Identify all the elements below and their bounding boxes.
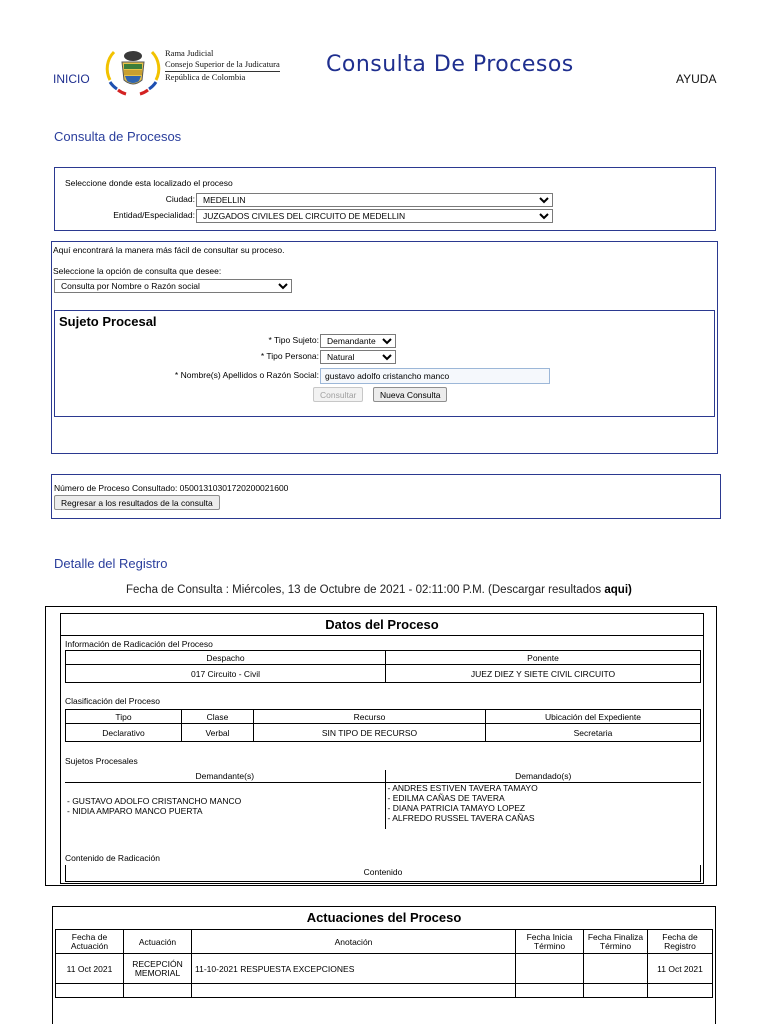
clasificacion-table <box>65 709 701 742</box>
ubicacion-header: Ubicación del Expediente <box>486 710 701 724</box>
fecha-consulta-label: Fecha de Consulta : Miércoles, 13 de Octubre de 2021 - 02:11:00 P.M. (Descargar resultados <box>126 584 605 596</box>
query-intro: Aquí encontrará la manera más fácil de consultar su proceso. <box>53 245 285 255</box>
entidad-select[interactable] <box>196 209 553 223</box>
actuaciones-panel <box>52 906 716 1024</box>
demandante-item: - NIDIA AMPARO MANCO PUERTA <box>67 805 203 816</box>
row-empty <box>584 984 648 998</box>
row-empty <box>192 984 516 998</box>
rama-judicial-logo <box>104 40 162 98</box>
regresar-button[interactable]: Regresar a los resultados de la consulta <box>54 495 220 510</box>
app-title: Consulta De Procesos <box>326 52 574 77</box>
page-title: Consulta de Procesos <box>54 129 182 144</box>
ciudad-select[interactable] <box>196 193 553 207</box>
datos-heading-rule <box>61 635 703 636</box>
sujeto-procesal-box <box>54 310 715 417</box>
row-fecha-inicia <box>516 954 584 984</box>
query-box <box>51 241 718 454</box>
query-option-select[interactable] <box>54 279 292 293</box>
contenido-header: Contenido <box>65 865 701 882</box>
despacho-header: Despacho <box>66 651 386 665</box>
tipo-sujeto-label: * Tipo Sujeto: <box>268 335 319 345</box>
clase-header: Clase <box>182 710 254 724</box>
datos-proceso-panel <box>45 606 717 886</box>
row-fecha-registro: 11 Oct 2021 <box>648 954 713 984</box>
col-fecha-inicia: Fecha Inicia Término <box>516 930 584 954</box>
datos-inner-frame <box>60 613 704 884</box>
entidad-label: Entidad/Especialidad: <box>113 210 195 220</box>
ponente-header: Ponente <box>386 651 701 665</box>
contenido-label: Contenido de Radicación <box>65 853 160 863</box>
logo-text <box>165 48 280 83</box>
row-fecha-finaliza <box>584 954 648 984</box>
tipo-persona-label: * Tipo Persona: <box>260 351 319 361</box>
demandado-item: - ANDRES ESTIVEN TAVERA TAMAYO <box>387 783 538 793</box>
proceso-consultado-box <box>51 474 721 519</box>
col-actuacion: Actuación <box>124 930 192 954</box>
tipo-value: Declarativo <box>66 724 182 742</box>
row-actuacion: RECEPCIÓN MEMORIAL <box>124 954 192 984</box>
sujetos-table <box>65 770 701 829</box>
nombre-label: * Nombre(s) Apellidos o Razón Social: <box>174 370 319 380</box>
logo-line-1: Rama Judicial <box>165 48 214 58</box>
col-anotacion: Anotación <box>192 930 516 954</box>
nueva-consulta-button[interactable]: Nueva Consulta <box>373 387 447 402</box>
row-empty <box>648 984 713 998</box>
nav-ayuda-link[interactable]: AYUDA <box>676 72 717 86</box>
demandado-item: - DIANA PATRICIA TAMAYO LOPEZ <box>387 803 526 813</box>
demandado-item: - EDILMA CAÑAS DE TAVERA <box>387 793 505 803</box>
row-empty <box>56 984 124 998</box>
row-empty <box>124 984 192 998</box>
ponente-value: JUEZ DIEZ Y SIETE CIVIL CIRCUITO <box>386 665 701 683</box>
sujeto-title: Sujeto Procesal <box>59 314 157 329</box>
ciudad-label: Ciudad: <box>165 194 195 204</box>
nombre-input[interactable] <box>320 368 550 384</box>
col-fecha-finaliza: Fecha Finaliza Término <box>584 930 648 954</box>
tipo-persona-select[interactable] <box>320 350 396 364</box>
nav-inicio-link[interactable]: INICIO <box>53 72 90 86</box>
numero-proceso-text: Número de Proceso Consultado: 05001310301720200021600 <box>54 483 289 493</box>
datos-heading-wrap <box>61 617 703 632</box>
demandados-cell <box>385 783 701 829</box>
demandado-item: - ALFREDO RUSSEL TAVERA CAÑAS <box>387 813 535 823</box>
radicacion-label: Información de Radicación del Proceso <box>65 639 213 649</box>
fecha-consulta-text <box>126 584 632 596</box>
clasificacion-label: Clasificación del Proceso <box>65 696 160 706</box>
logo-line-3: República de Colombia <box>165 72 246 82</box>
location-box <box>54 167 716 231</box>
consultar-button[interactable]: Consultar <box>313 387 363 402</box>
demandantes-cell <box>65 783 385 829</box>
despacho-value: 017 Circuito - Civil <box>66 665 386 683</box>
detalle-title: Detalle del Registro <box>54 556 168 571</box>
clase-value: Verbal <box>182 724 254 742</box>
logo-line-2: Consejo Superior de la Judicatura <box>165 59 280 72</box>
sujetos-label: Sujetos Procesales <box>65 756 138 766</box>
row-empty <box>516 984 584 998</box>
tipo-header: Tipo <box>66 710 182 724</box>
datos-heading: Datos del Proceso <box>325 617 439 632</box>
row-fecha-actuacion: 11 Oct 2021 <box>56 954 124 984</box>
row-anotacion: 11-10-2021 RESPUESTA EXCEPCIONES <box>192 954 516 984</box>
col-fecha-actuacion: Fecha de Actuación <box>56 930 124 954</box>
query-option-label: Seleccione la opción de consulta que desee: <box>53 266 222 276</box>
table-row <box>56 954 713 984</box>
actuaciones-table <box>55 929 713 998</box>
table-row <box>56 984 713 998</box>
actuaciones-heading: Actuaciones del Proceso <box>306 910 462 925</box>
demandante-item: - GUSTAVO ADOLFO CRISTANCHO MANCO <box>67 795 242 806</box>
ubicacion-value: Secretaria <box>486 724 701 742</box>
col-fecha-registro: Fecha de Registro <box>648 930 713 954</box>
location-intro: Seleccione donde esta localizado el proceso <box>65 178 233 188</box>
demandados-header: Demandado(s) <box>385 770 701 783</box>
recurso-value: SIN TIPO DE RECURSO <box>254 724 486 742</box>
tipo-sujeto-select[interactable] <box>320 334 396 348</box>
descargar-aqui-link[interactable]: aqui) <box>604 584 632 596</box>
recurso-header: Recurso <box>254 710 486 724</box>
demandantes-header: Demandante(s) <box>65 770 385 783</box>
radicacion-table <box>65 650 701 683</box>
